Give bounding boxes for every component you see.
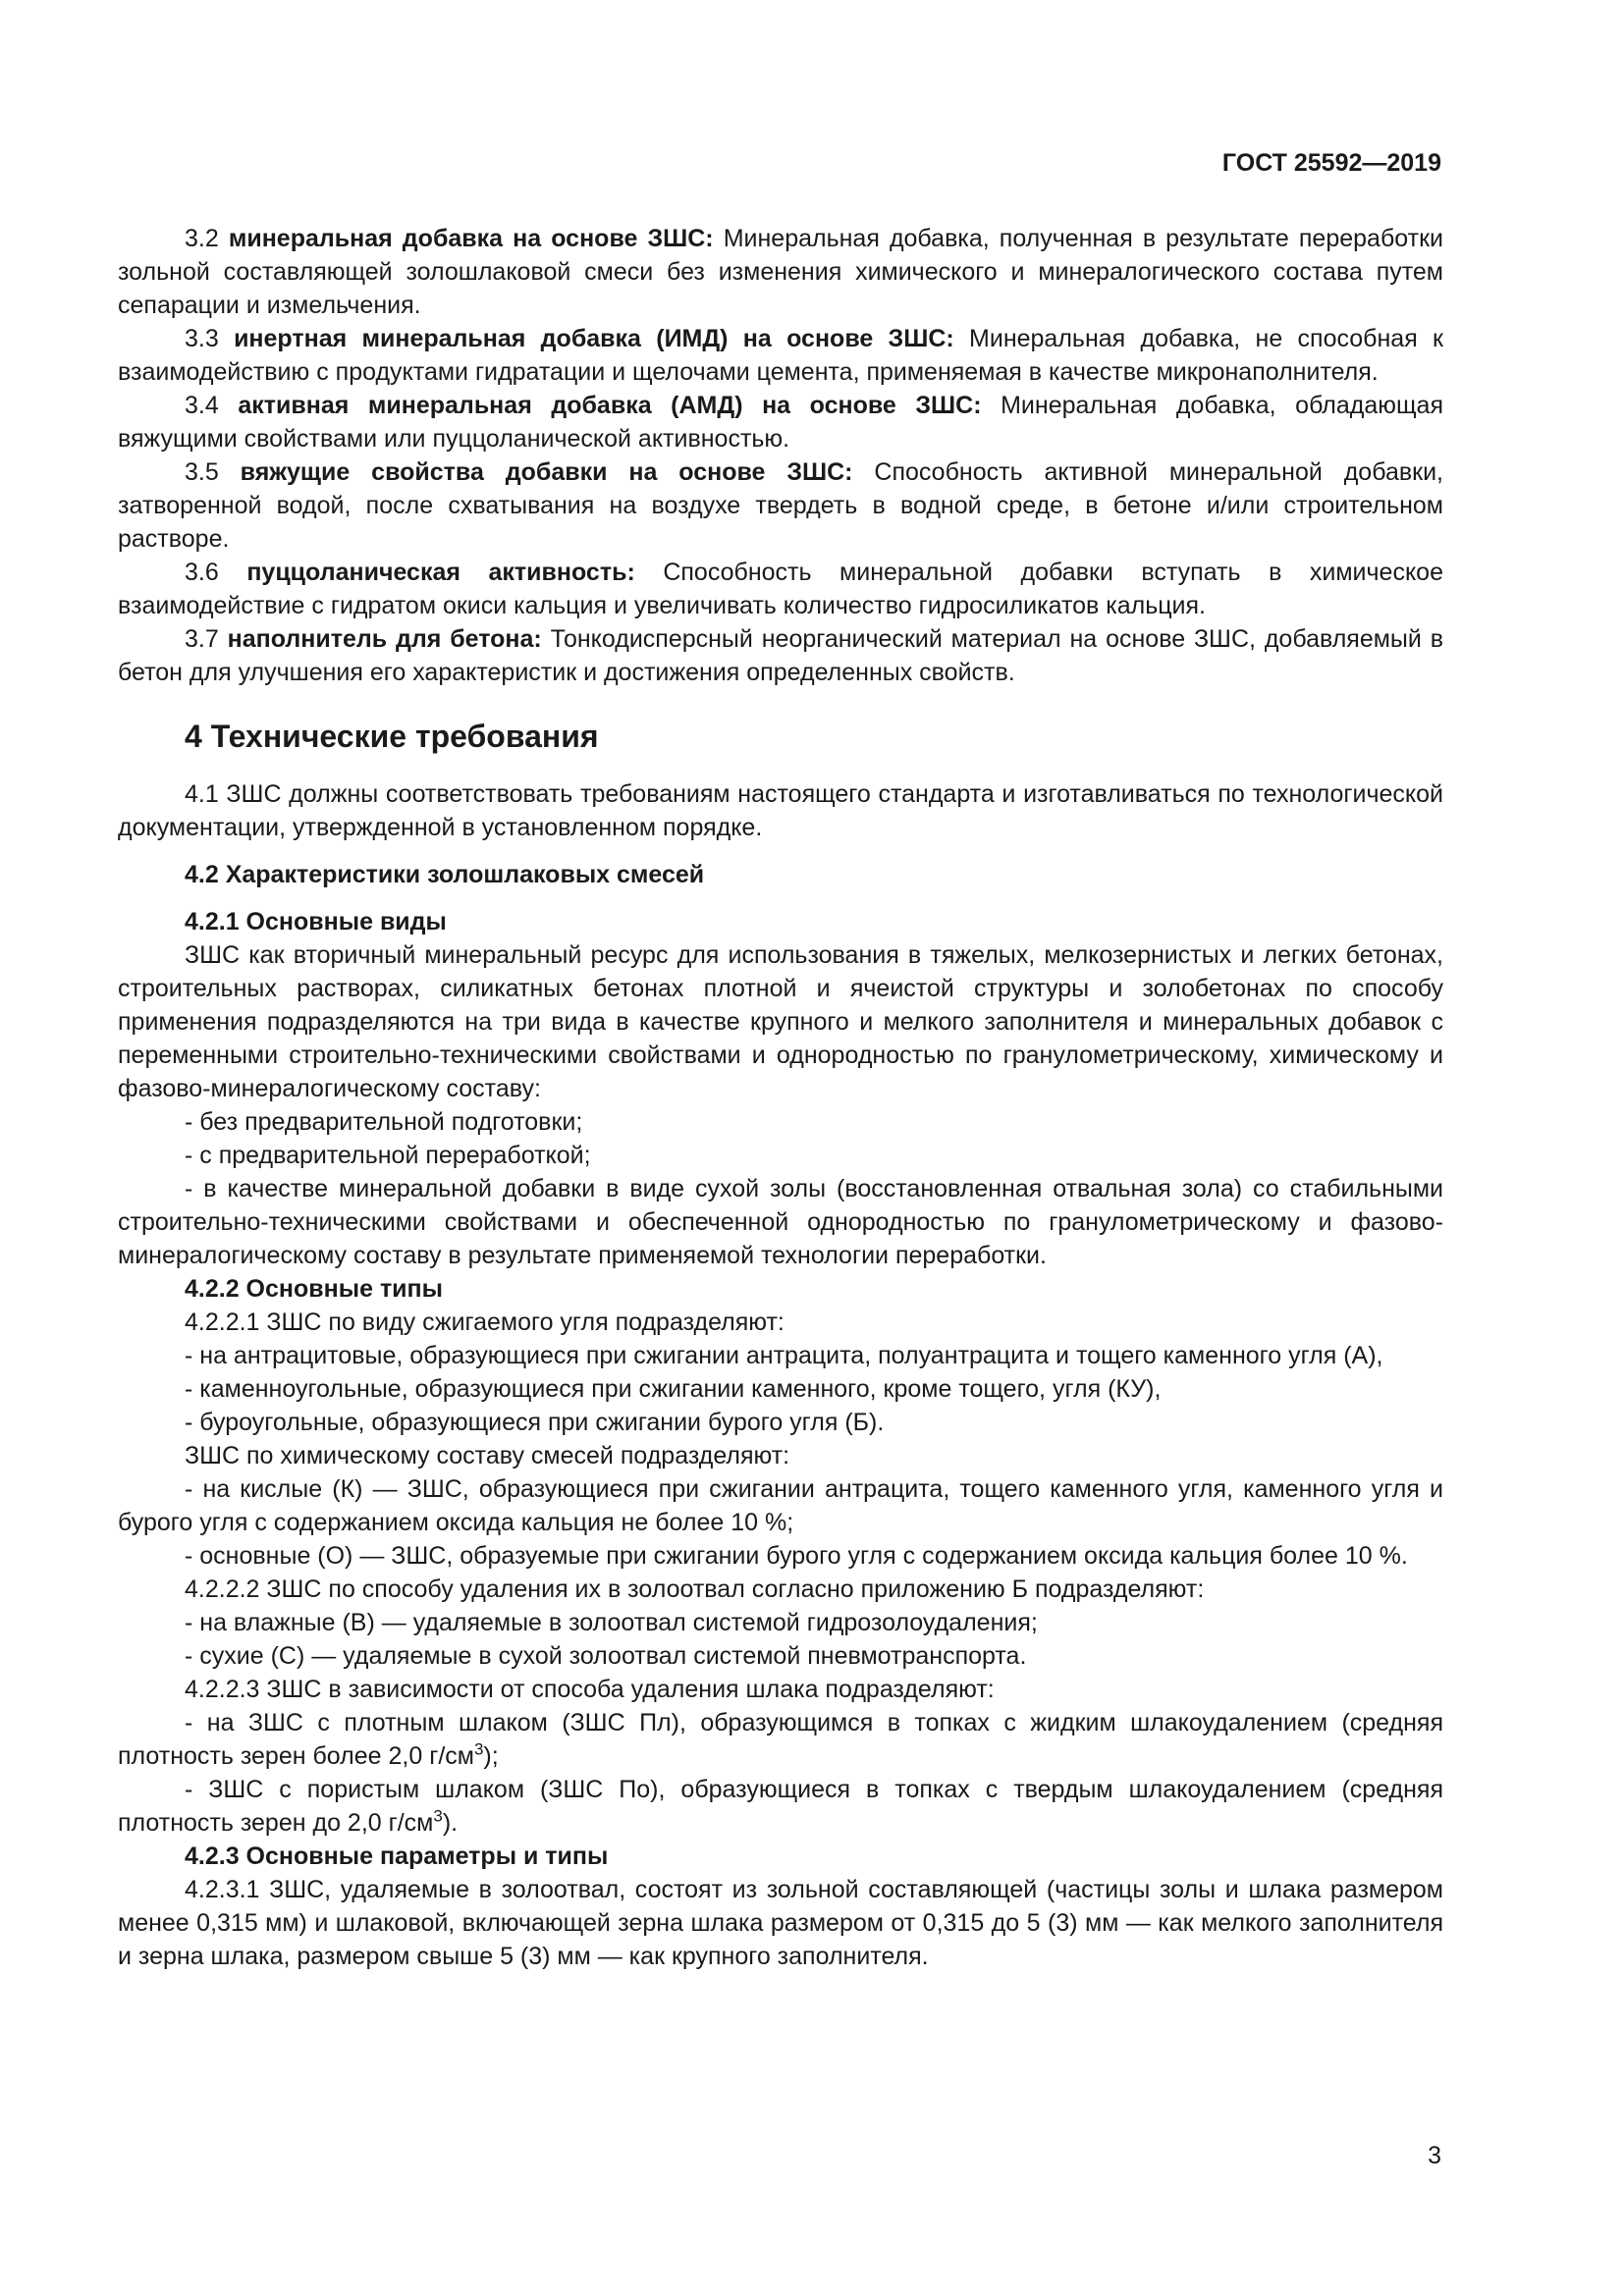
list-item: - основные (О) — ЗШС, образуемые при сжигании бурого угля с содержанием оксида кальция более 10 %. [185,1542,1408,1570]
list-item: - на ЗШС с плотным шлаком (ЗШС Пл), образующимся в топках с жидким шлакоудалением (средняя плотность зерен более 2,0 $г/см^3$); [118,1709,1443,1770]
definition-3-3: 3.3 инертная минеральная добавка (ИМД) на основе ЗШС: Минеральная добавка, не способная к взаимодействию с продуктами гидратации и щелочами цемента, применяемая в качестве микронаполнителя. [118,325,1443,386]
paragraph-4-1: 4.1 ЗШС должны соответствовать требованиям настоящего стандарта и изготавливаться по технологической документации, утвержденной в установленном порядке. [118,780,1443,841]
paragraph-4-2-1: ЗШС как вторичный минеральный ресурс для использования в тяжелых, мелкозернистых и легких бетонах, строительных растворах, силикатных бетонах плотной и ячеистой структуры и золобетонах по способу применения подразделяются на три вида в качестве крупного и мелкого заполнителя и минеральных добавок с переменными строительно-техническими свойствами и однородностью по гранулометрическому, химическому и фазово-минералогическому составу: [118,941,1443,1102]
list-item: - с предварительной переработкой; [185,1142,591,1169]
paragraph-4-2-2-2: 4.2.2.2 ЗШС по способу удаления их в золоотвал согласно приложению Б подразделяют: [185,1575,1205,1603]
definition-3-2: 3.2 минеральная добавка на основе ЗШС: Минеральная добавка, полученная в результате переработки зольной составляющей золошлаковой смеси без изменения химического и минералогического состава путем сепарации и измельчения. [118,225,1443,319]
definition-3-7: 3.7 наполнитель для бетона: Тонкодисперсный неорганический материал на основе ЗШС, добавляемый в бетон для улучшения его характеристик и достижения определенных свойств. [118,625,1443,686]
list-item: - ЗШС с пористым шлаком (ЗШС По), образующиеся в топках с твердым шлакоудалением (средняя плотность зерен до 2,0 $г/см^3$). [118,1776,1443,1837]
page-content [118,222,1443,1973]
definition-3-6: 3.6 пуццоланическая активность: Способность минеральной добавки вступать в химическое взаимодействие с гидратом окиси кальция и увеличивать количество гидросиликатов кальция. [118,559,1443,619]
page-number: 3 [1428,2142,1441,2169]
standard-number: ГОСТ 25592—2019 [1221,149,1441,177]
list-item: - буроугольные, образующиеся при сжигании бурого угля (Б). [185,1409,885,1436]
definition-3-4: 3.4 активная минеральная добавка (АМД) на основе ЗШС: Минеральная добавка, обладающая вяжущими свойствами или пуццоланической активностью. [118,392,1444,453]
list-item: - на влажные (В) — удаляемые в золоотвал системой гидрозолоудаления; [185,1609,1038,1636]
list-item: - на антрацитовые, образующиеся при сжигании антрацита, полуантрацита и тощего каменного угля (А), [185,1342,1383,1369]
definition-3-5: 3.5 вяжущие свойства добавки на основе ЗШС: Способность активной минеральной добавки, затворенной водой, после схватывания на воздухе твердеть в водной среде, в бетоне и/или строительном растворе. [118,458,1443,553]
paragraph-chemical-composition: ЗШС по химическому составу смесей подразделяют: [185,1442,790,1469]
heading-4-2-1: 4.2.1 Основные виды [185,908,447,935]
list-item: - в качестве минеральной добавки в виде сухой золы (восстановленная отвальная зола) со стабильными строительно-техническими свойствами и обеспеченной однородностью по гранулометрическому и фазово-минералогическому составу в результате применяемой технологии переработки. [118,1175,1443,1269]
heading-4-2-3: 4.2.3 Основные параметры и типы [185,1842,609,1870]
heading-4-2: 4.2 Характеристики золошлаковых смесей [185,861,705,888]
heading-4-2-2: 4.2.2 Основные типы [185,1275,444,1303]
paragraph-4-2-2-3: 4.2.2.3 ЗШС в зависимости от способа удаления шлака подразделяют: [185,1676,995,1703]
list-item: - на кислые (К) — ЗШС, образующиеся при сжигании антрацита, тощего каменного угля, каменного угля и бурого угля с содержанием оксида кальция не более 10 %; [118,1475,1443,1536]
list-item: - сухие (С) — удаляемые в сухой золоотвал системой пневмотранспорта. [185,1642,1027,1670]
paragraph-4-2-2-1: 4.2.2.1 ЗШС по виду сжигаемого угля подразделяют: [185,1308,785,1336]
section-4-heading: 4 Технические требования [185,719,599,754]
paragraph-4-2-3-1: 4.2.3.1 ЗШС, удаляемые в золоотвал, состоят из зольной составляющей (частицы золы и шлака размером менее 0,315 мм) и шлаковой, включающей зерна шлака размером от 0,315 до 5 (3) мм — как мелкого заполнителя и зерна шлака, размером свыше 5 (3) мм — как крупного заполнителя. [118,1876,1443,1970]
list-item: - каменноугольные, образующиеся при сжигании каменного, кроме тощего, угля (КУ), [185,1375,1162,1403]
list-item: - без предварительной подготовки; [185,1108,583,1136]
